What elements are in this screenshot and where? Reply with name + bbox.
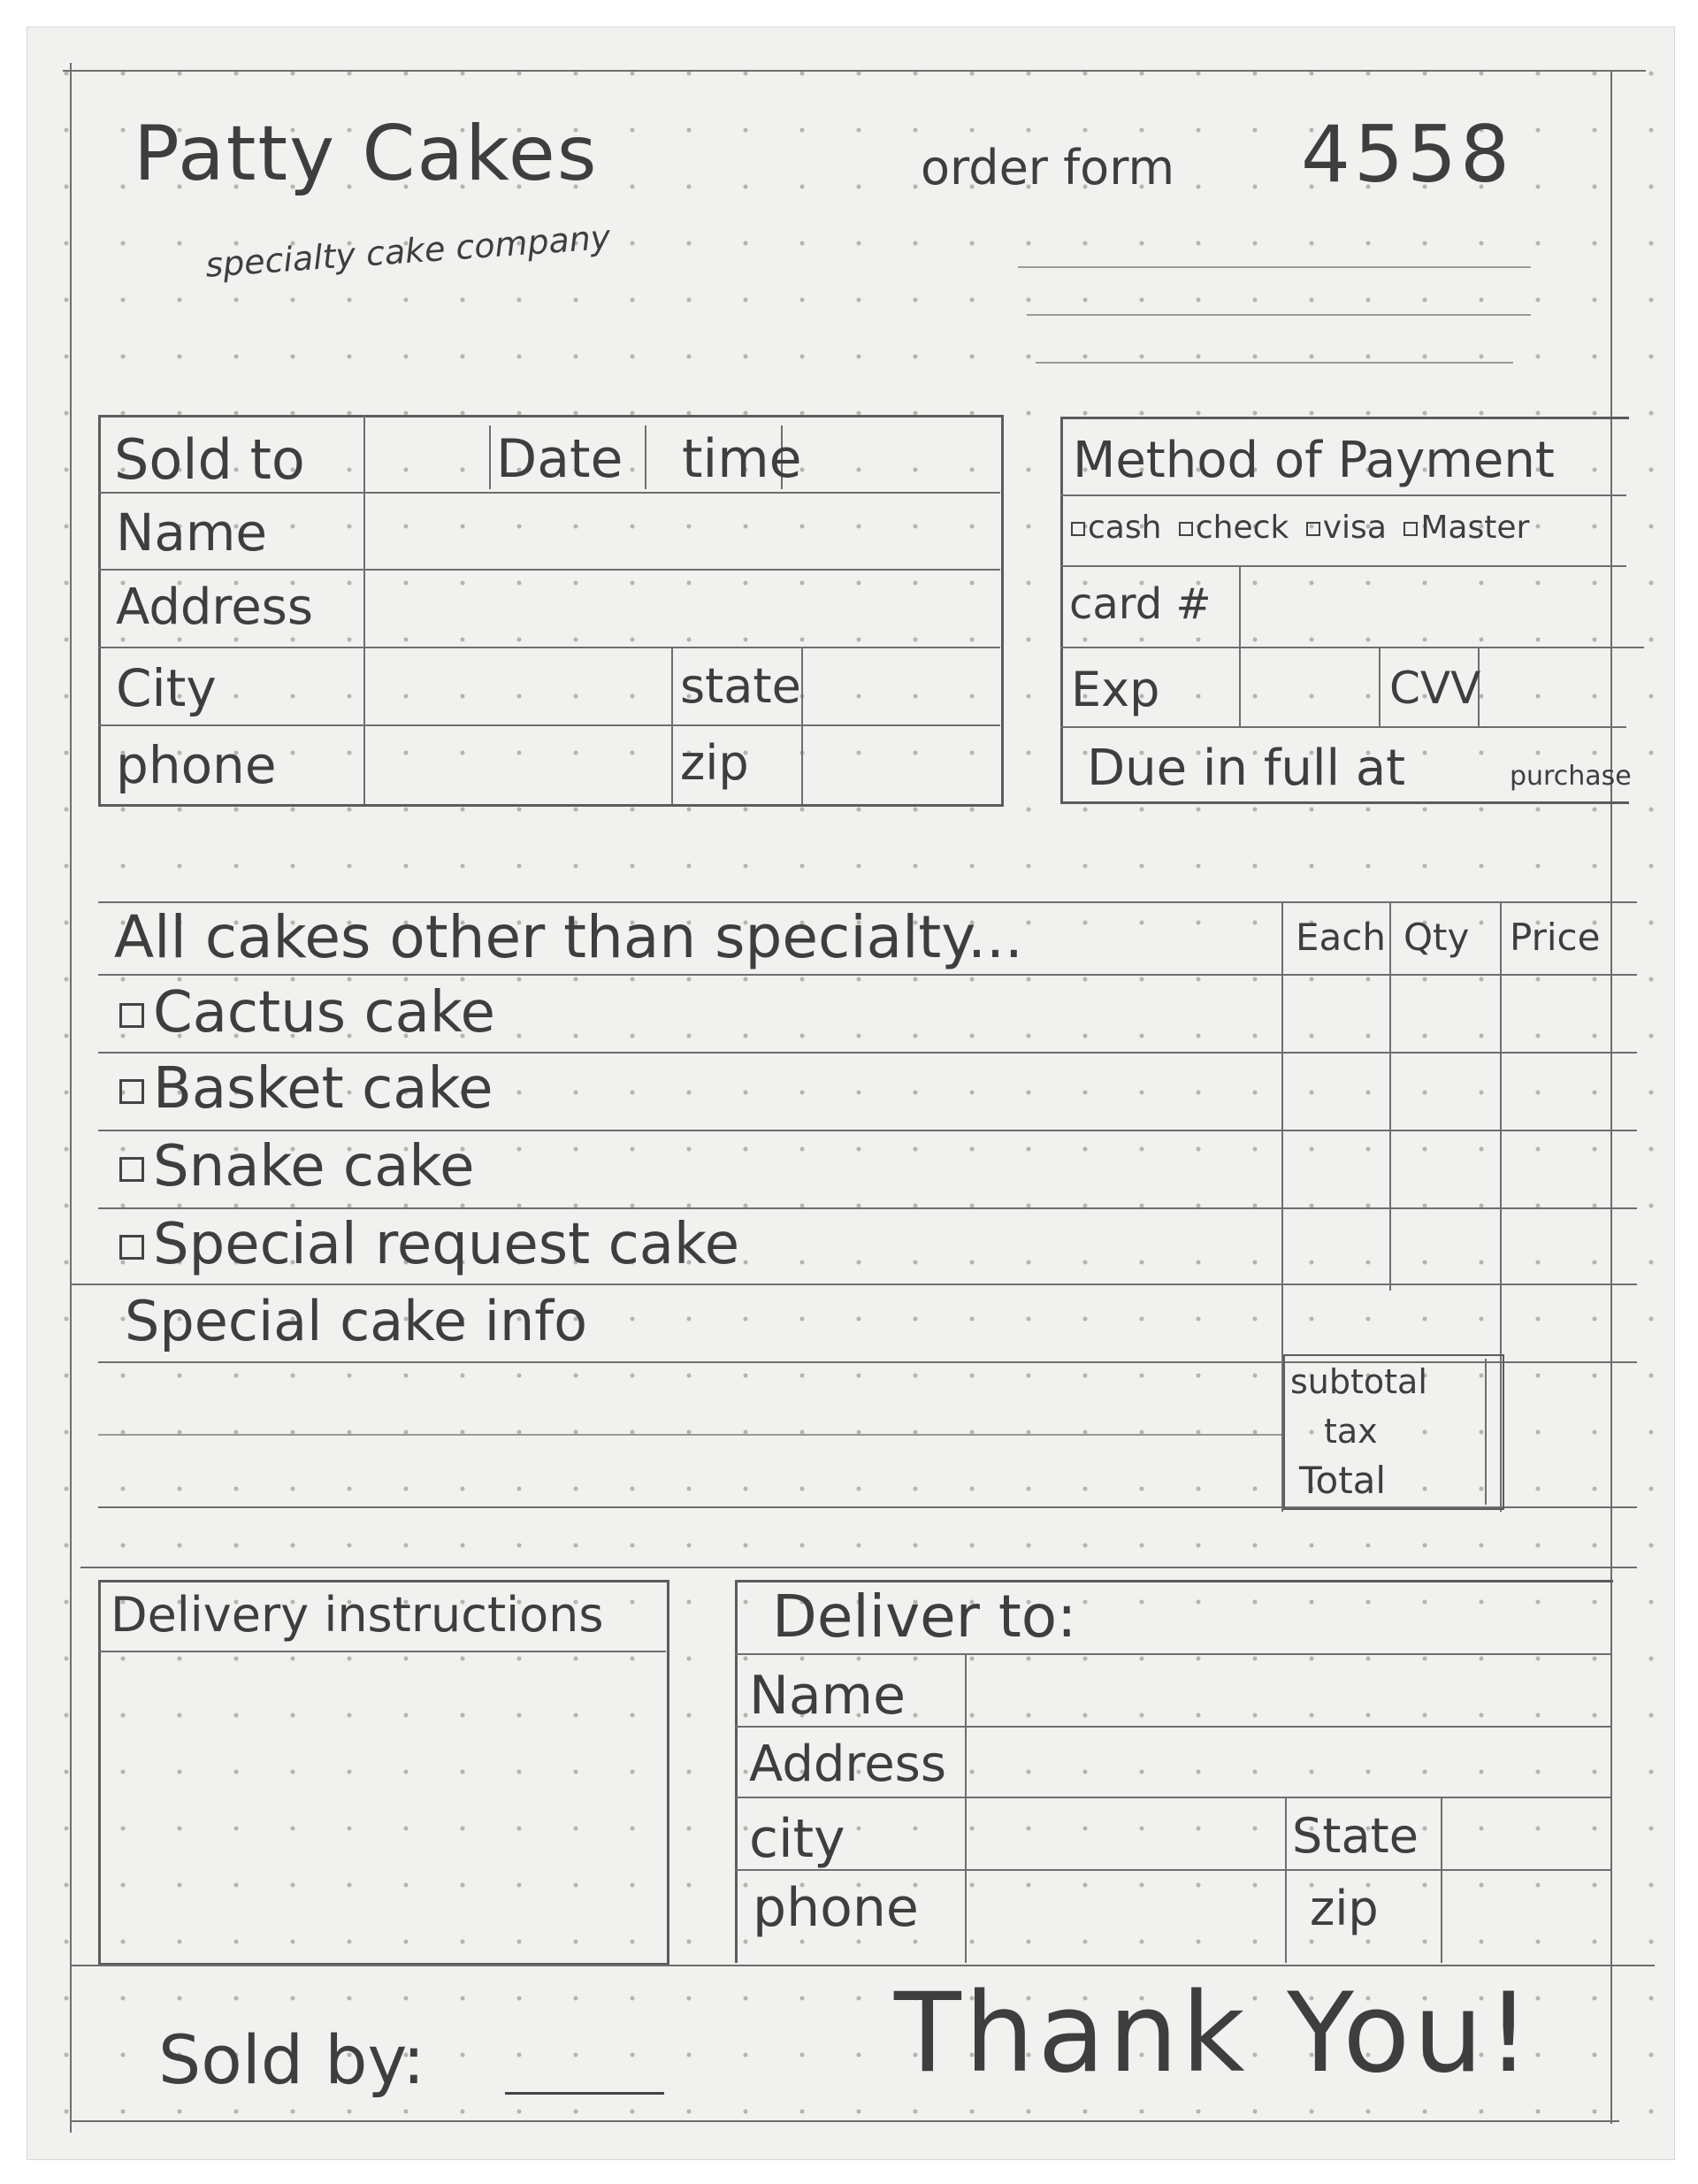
card-number-label: card # [1069,579,1212,629]
sold-by-signature-line[interactable] [505,2092,664,2095]
payment-line [1060,726,1626,728]
cash-checkbox[interactable] [1071,522,1085,536]
state-divider [801,647,803,804]
sold-to-header-line [98,492,1000,494]
deliver-label-column [965,1655,967,1963]
due-note-end: purchase [1510,761,1632,792]
visa-option[interactable] [1306,510,1387,546]
special-request-cake-checkbox[interactable] [119,1235,144,1260]
sold-to-phone-label: phone [116,735,277,795]
deliver-to-label: Deliver to: [772,1582,1077,1651]
sold-to-zip-label: zip [680,735,749,791]
header-line [1018,266,1531,268]
snake-cake-checkbox[interactable] [119,1157,144,1182]
deliver-name-label: Name [749,1665,906,1727]
label-column-line [363,415,365,804]
tax-label: tax [1324,1412,1378,1451]
deliver-city-label: city [749,1808,845,1870]
cakes-row-line [98,1052,1637,1054]
sold-to-address-label: Address [116,579,314,636]
check-label: check [1195,510,1289,546]
instructions-underline [98,1651,666,1652]
check-checkbox[interactable] [1179,522,1193,536]
master-checkbox[interactable] [1404,522,1418,536]
delivery-top-line [80,1567,1637,1568]
qty-column-header: Qty [1404,916,1470,959]
company-name: Patty Cakes [134,110,599,198]
visa-checkbox[interactable] [1306,522,1320,536]
order-form-paper [27,27,1675,2160]
cactus-cake-label: Cactus cake [153,980,495,1046]
footer-top-line [72,1965,1655,1966]
cakes-heading: All cakes other than specialty... [114,903,1023,971]
price-column-header: Price [1510,916,1601,959]
time-label: time [682,428,802,490]
special-request-cake-label: Special request cake [153,1212,740,1277]
snake-cake-option[interactable] [119,1134,475,1199]
each-column-header: Each [1296,916,1386,959]
form-label: order form [921,140,1175,195]
basket-cake-option[interactable] [119,1056,493,1122]
deliver-phone-label: phone [753,1877,919,1939]
payment-title: Method of Payment [1073,432,1555,489]
sold-to-name-label: Name [116,502,268,563]
deliver-to-line [735,1869,1610,1871]
deliver-address-label: Address [749,1736,947,1793]
deliver-state-divider [1285,1797,1287,1963]
visa-label: visa [1322,510,1387,546]
totals-divider [1485,1359,1487,1505]
cash-option[interactable] [1071,510,1161,546]
basket-cake-label: Basket cake [153,1056,493,1122]
payment-line [1060,494,1626,496]
sold-to-state-label: state [680,658,801,714]
subtotal-label: subtotal [1290,1362,1427,1401]
row-line [98,647,1000,648]
cvv-label: CVV [1389,663,1481,714]
header-line [1027,314,1531,316]
master-option[interactable] [1404,510,1529,546]
cakes-row-line [98,974,1637,976]
state-divider [671,647,673,804]
left-border-line [70,63,72,2133]
deliver-zip-label: zip [1310,1881,1379,1936]
footer-bottom-line [72,2120,1619,2122]
check-option[interactable] [1179,510,1289,546]
cakes-info-line [98,1434,1283,1436]
header-line [1036,362,1513,364]
cvv-divider [1379,647,1381,726]
deliver-to-line [735,1797,1610,1798]
row-line [98,569,1000,571]
date-label: Date [496,428,623,490]
card-divider [1239,565,1241,726]
cactus-cake-checkbox[interactable] [119,1003,144,1028]
special-cake-info-label: Special cake info [125,1289,588,1353]
cakes-row-line [98,1130,1637,1131]
master-label: Master [1420,510,1530,546]
cactus-cake-option[interactable] [119,980,495,1046]
delivery-instructions-label: Delivery instructions [111,1587,604,1643]
form-number: 4558 [1301,109,1513,200]
deliver-state-label: State [1292,1808,1419,1864]
total-label: Total [1299,1459,1387,1502]
payment-options [1071,512,1529,544]
qty-column-line [1389,901,1391,1291]
thank-you-message: Thank You! [894,1970,1534,2097]
sold-by-label: Sold by: [158,2020,425,2099]
sold-to-title: Sold to [114,427,305,492]
sold-to-city-label: City [116,658,217,718]
cash-label: cash [1088,510,1162,546]
cakes-row-line [72,1284,1637,1285]
row-line [98,724,1000,726]
snake-cake-label: Snake cake [153,1134,475,1199]
exp-label: Exp [1071,662,1160,717]
special-request-cake-option[interactable] [119,1212,740,1277]
company-tagline: specialty cake company [203,217,612,285]
deliver-to-line [735,1653,1610,1655]
basket-cake-checkbox[interactable] [119,1079,144,1104]
date-divider [645,425,646,489]
payment-line [1060,647,1644,648]
deliver-state-divider [1441,1797,1442,1963]
payment-line [1060,565,1626,567]
due-note: Due in full at [1087,739,1406,797]
cakes-row-line [98,1207,1637,1209]
top-border-line [63,70,1646,72]
date-divider [489,425,491,489]
